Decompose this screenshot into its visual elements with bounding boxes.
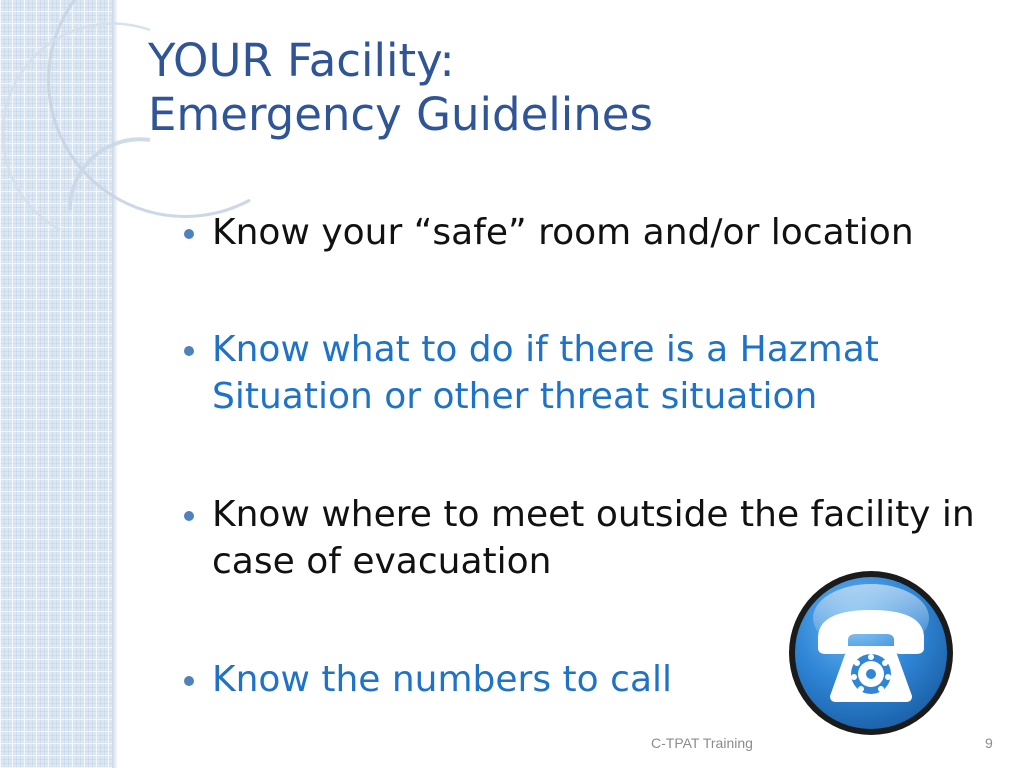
bullet-dot-icon — [184, 676, 194, 686]
bullet-text: Know the numbers to call — [212, 659, 673, 700]
bullet-text: Know where to meet outside the facility in case of evacuation — [212, 494, 975, 582]
bullet-item-hazmat — [180, 327, 980, 421]
footer-text: C-TPAT Training — [651, 735, 753, 751]
bullet-dot-icon — [184, 346, 194, 356]
bullet-dot-icon — [184, 229, 194, 239]
slide-number: 9 — [985, 735, 993, 751]
bullet-text: Know what to do if there is a Hazmat Situation or other threat situation — [212, 329, 879, 417]
bullet-text: Know your “safe” room and/or location — [212, 212, 914, 253]
bullet-dot-icon — [184, 511, 194, 521]
bullet-item-numbers — [180, 657, 672, 704]
title-line-2: Emergency Guidelines — [148, 88, 653, 141]
bullet-item-safe-room — [180, 210, 914, 257]
telephone-icon — [786, 568, 956, 738]
title-line-1: YOUR Facility: — [148, 34, 455, 87]
slide-title — [148, 34, 653, 142]
